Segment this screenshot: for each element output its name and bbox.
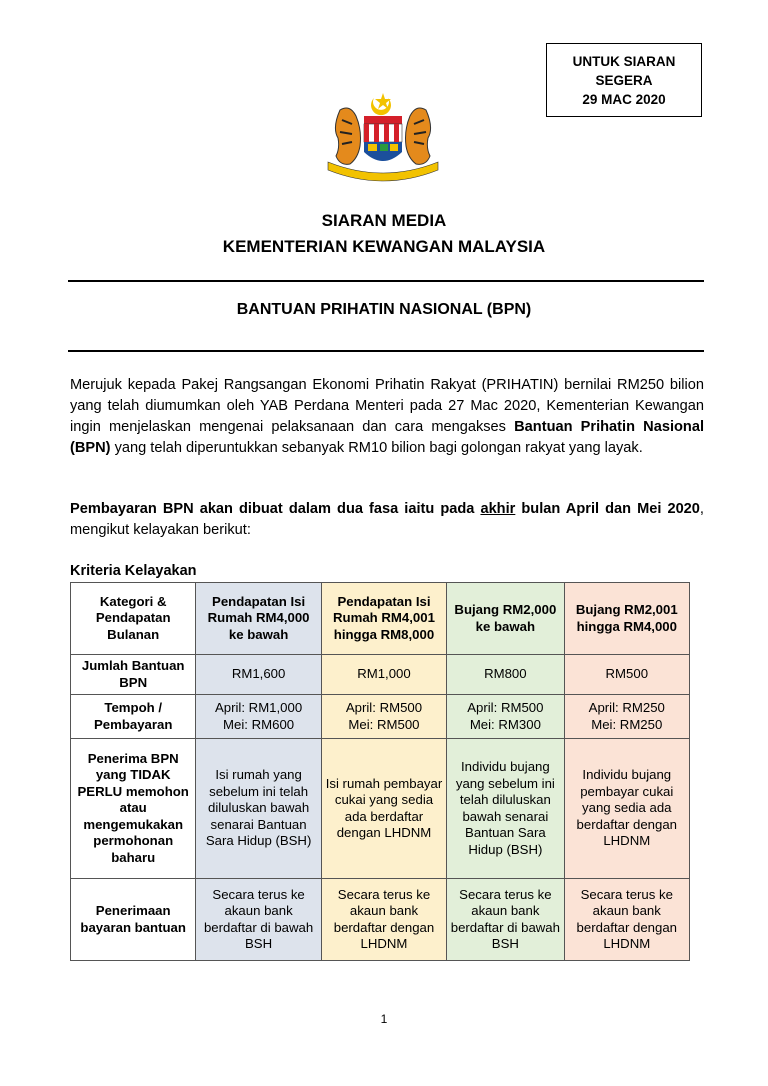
page-number: 1 (380, 1012, 388, 1026)
cell-line: Mei: RM500 (348, 716, 420, 732)
cell-line: Mei: RM250 (591, 716, 663, 732)
column-header: Bujang RM2,001 hingga RM4,000 (564, 583, 689, 655)
intro-paragraph (70, 375, 704, 459)
table-header-row (71, 583, 690, 655)
heading-line-1: SIARAN MEDIA (321, 211, 447, 230)
payment-paragraph (70, 499, 704, 541)
table-cell (447, 695, 564, 739)
table-row (71, 879, 690, 961)
release-line-3: 29 MAC 2020 (582, 91, 666, 107)
table-cell: RM1,600 (196, 655, 321, 695)
release-heading (0, 208, 768, 260)
table-cell: Secara terus ke akaun bank berdaftar dengan LHDNM (321, 879, 446, 961)
cell-line: Mei: RM300 (469, 716, 541, 732)
table-cell: RM800 (447, 655, 564, 695)
intro-text-2: yang telah diperuntukkan sebanyak RM10 bilion bagi golongan rakyat yang layak. (110, 440, 643, 456)
table-cell: RM500 (564, 655, 689, 695)
table-cell: RM1,000 (321, 655, 446, 695)
payment-rest: , mengikut kelayakan berikut: (70, 501, 704, 538)
table-cell: Individu bujang yang sebelum ini telah diluluskan bawah senarai Bantuan Sara Hidup (BSH) (447, 739, 564, 879)
payment-underline: akhir (480, 501, 516, 517)
intro-text-1: Merujuk kepada Pakej Rangsangan Ekonomi Prihatin Rakyat (PRIHATIN) bernilai RM250 bilion yang telah diumumkan oleh YAB Perdana Menteri pada 27 Mac 2020, Kementerian Kewangan ingin menjelaskan mengenai pelaksanaan dan cara mengakses (70, 377, 704, 435)
intro-bold: Bantuan Prihatin Nasional (BPN) (70, 419, 704, 456)
table-cell: Secara terus ke akaun bank berdaftar di bawah BSH (447, 879, 564, 961)
heading-line-2: KEMENTERIAN KEWANGAN MALAYSIA (222, 237, 546, 256)
table-row (71, 655, 690, 695)
table-cell (321, 695, 446, 739)
release-box (546, 43, 702, 117)
eligibility-table (70, 582, 690, 961)
row-label: Penerimaan bayaran bantuan (71, 879, 196, 961)
table-cell: Secara terus ke akaun bank berdaftar di bawah BSH (196, 879, 321, 961)
table-corner-cell: Kategori & Pendapatan Bulanan (71, 583, 196, 655)
row-label: Penerima BPN yang TIDAK PERLU memohon atau mengemukakan permohonan baharu (71, 739, 196, 879)
table-cell: Isi rumah pembayar cukai yang sedia ada berdaftar dengan LHDNM (321, 739, 446, 879)
column-header: Pendapatan Isi Rumah RM4,001 hingga RM8,000 (321, 583, 446, 655)
column-header: Bujang RM2,000 ke bawah (447, 583, 564, 655)
bottom-divider (68, 350, 704, 352)
release-line-2: SEGERA (595, 72, 653, 88)
malaysia-coat-of-arms-icon (318, 90, 448, 190)
release-line-1: UNTUK SIARAN (572, 53, 676, 69)
table-cell: Isi rumah yang sebelum ini telah diluluskan bawah senarai Bantuan Sara Hidup (BSH) (196, 739, 321, 879)
cell-line: April: RM1,000 (214, 700, 303, 715)
table-cell: Secara terus ke akaun bank berdaftar dengan LHDNM (564, 879, 689, 961)
table-cell (564, 695, 689, 739)
cell-line: Mei: RM600 (223, 716, 295, 732)
cell-line: April: RM500 (467, 700, 544, 715)
cell-line: April: RM500 (345, 700, 423, 715)
cell-line: April: RM250 (588, 700, 665, 715)
table-cell: Individu bujang pembayar cukai yang sedia ada berdaftar dengan LHDNM (564, 739, 689, 879)
payment-bold-2: bulan April dan Mei 2020 (515, 501, 700, 517)
row-label: Tempoh / Pembayaran (71, 695, 196, 739)
table-cell (196, 695, 321, 739)
document-subtitle: BANTUAN PRIHATIN NASIONAL (BPN) (236, 301, 532, 318)
row-label: Jumlah Bantuan BPN (71, 655, 196, 695)
table-row (71, 695, 690, 739)
payment-bold-1: Pembayaran BPN akan dibuat dalam dua fasa iaitu pada (70, 501, 481, 517)
top-divider (68, 280, 704, 282)
table-row (71, 739, 690, 879)
column-header: Pendapatan Isi Rumah RM4,000 ke bawah (196, 583, 321, 655)
section-label: Kriteria Kelayakan (70, 563, 197, 579)
